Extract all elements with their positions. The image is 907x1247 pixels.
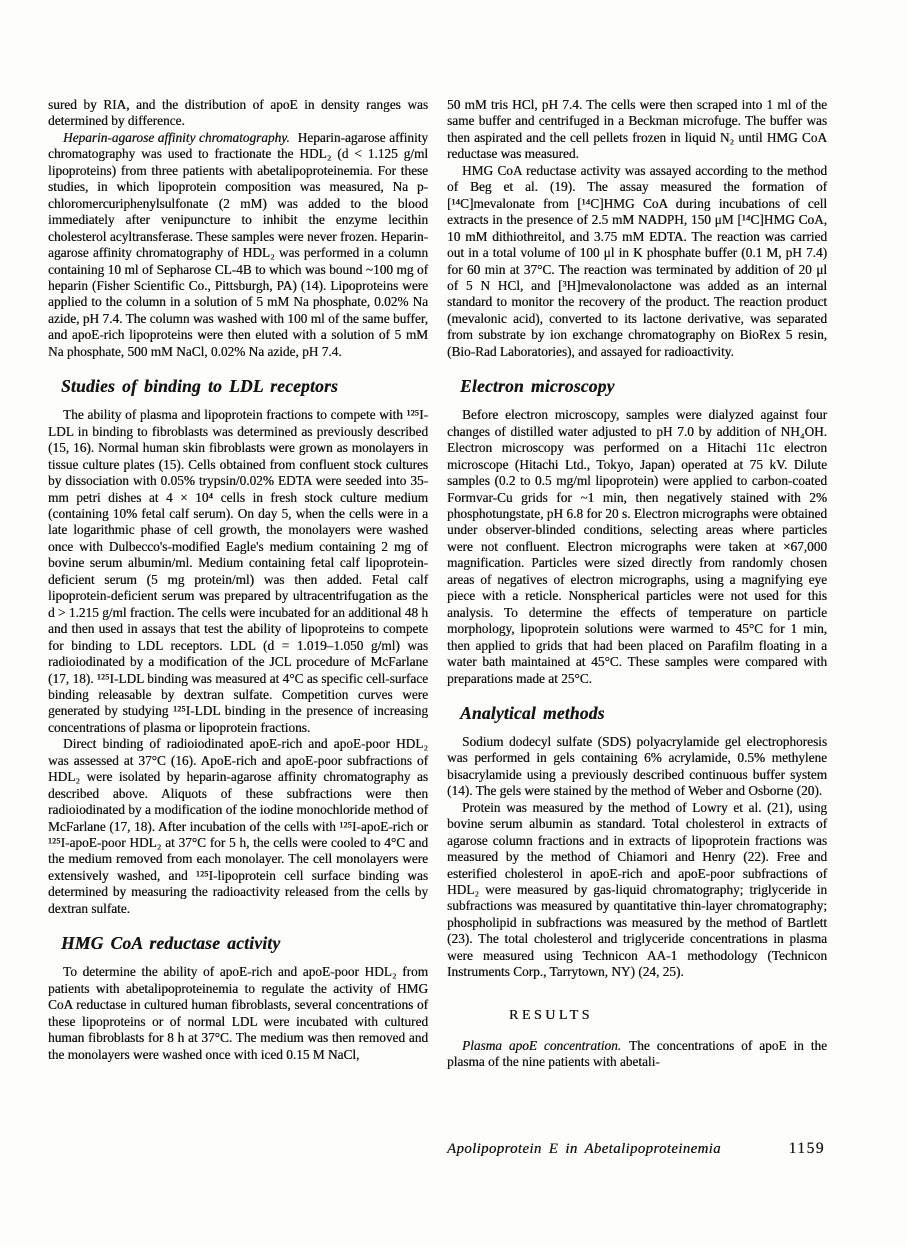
page-footer	[447, 1140, 825, 1158]
body-paragraph: To determine the ability of apoE-rich and apoE-poor HDL₂ from patients with abetalipoproteinemia to regulate the activity of HMG CoA reductase in cultured human fibroblasts, several concentrations of these lipoproteins or of normal LDL were incubated with cultured human fibroblasts for 8 h at 37°C. The medium was then removed and the monolayers were washed once with iced 0.15 M NaCl,	[48, 964, 428, 1062]
paragraph-text: The concentrations of apoE in the plasma of the nine patients with abetali-	[447, 1037, 827, 1070]
body-paragraph: Before electron microscopy, samples were dialyzed against four changes of distilled water adjusted to pH 7.0 by addition of NH₄OH. Electron microscopy was performed on a Hitachi 11c electron microscope (Hitachi Ltd., Tokyo, Japan) operated at 75 kV. Dilute samples (0.2 to 0.5 mg/ml lipoprotein) were applied to carbon-coated Formvar-Cu grids for ~1 min, then negatively stained with 2% phosphotungstate, pH 6.8 for 20 s. Electron micrographs were obtained under observer-blinded conditions, selecting areas where particles were not confluent. Electron micrographs were taken at ×67,000 magnification. Particles were sized directly from randomly chosen areas of negatives of electron micrographs, using a magnifying eye piece with a reticle. Nonspherical particles were not used for this analysis. To determine the effects of temperature on particle morphology, lipoprotein solutions were warmed to 45°C for 1 min, then applied to grids that had been placed on Parafilm floating in a water bath maintained at 45°C. These samples were compared with preparations made at 25°C.	[447, 407, 827, 686]
body-paragraph: Sodium dodecyl sulfate (SDS) polyacrylamide gel electrophoresis was performed in gels containing 6% acrylamide, 0.5% methylene bisacrylamide using a previously described continuous buffer system (14). The gels were stained by the method of Weber and Osborne (20).	[447, 733, 827, 799]
body-paragraph: HMG CoA reductase activity was assayed according to the method of Beg et al. (19). The assay measured the formation of [¹⁴C]mevalonate from [¹⁴C]HMG CoA during incubations of cell extracts in the presence of 2.5 mM NADPH, 150 μM [¹⁴C]HMG CoA, 10 mM dithiothreitol, and 3.75 mM EDTA. The reaction was carried out in a total volume of 100 μl in K phosphate buffer (0.1 M, pH 7.4) for 60 min at 37°C. The reaction was terminated by addition of 20 μl of 5 N HCl, and [³H]mevalonolactone was added as an internal standard to monitor the recovery of the product. The reaction product (mevalonic acid), converted to its lactone derivative, was separated from substrate by ion exchange chromatography on BioRex 5 resin, (Bio-Rad Laboratories), and assayed for radioactivity.	[447, 162, 827, 359]
body-paragraph: 50 mM tris HCl, pH 7.4. The cells were then scraped into 1 ml of the same buffer and centrifuged in a Beckman microfuge. The buffer was then aspirated and the cell pellets frozen in liquid N₂ until HMG CoA reductase was measured.	[447, 97, 827, 162]
body-paragraph: Protein was measured by the method of Lowry et al. (21), using bovine serum albumin as standard. Total cholesterol in extracts of agarose column fractions and in extracts of lipoprotein fractions was measured by the method of Chiamori and Henry (22). Free and esterified cholesterol in apoE-rich and apoE-poor subfractions of HDL₂ were measured by gas-liquid chromatography; triglyceride in subfractions was measured by quantitative thin-layer chromatography; phospholipid in subfractions was measured by the method of Bartlett (23). The total cholesterol and triglyceride concentrations in plasma were measured using Technicon AA-1 methodology (Technicon Instruments Corp., Tarrytown, NY) (24, 25).	[447, 799, 827, 980]
body-paragraph: The ability of plasma and lipoprotein fractions to compete with ¹²⁵I-LDL in binding to fibroblasts was determined as previously described (15, 16). Normal human skin fibroblasts were grown as monolayers in tissue culture plates (15). Cells obtained from confluent stock cultures by dissociation with 0.05% trypsin/0.02% EDTA were seeded into 35-mm petri dishes at 4 × 10⁴ cells in fresh stock culture medium (containing 10% fetal calf serum). On day 5, when the cells were in a late logarithmic phase of cell growth, the monolayers were washed once with Dulbecco's-modified Eagle's medium containing 2 mg of bovine serum albumin/ml. Medium containing fetal calf lipoprotein-deficient serum (5 mg protein/ml) was then added. Fetal calf lipoprotein-deficient serum was prepared by ultracentrifugation as the d > 1.215 g/ml fraction. The cells were incubated for an additional 48 h and then used in assays that test the ability of lipoproteins to compete for binding to LDL receptors. LDL (d = 1.019–1.050 g/ml) was radioiodinated by a modification of the JCL procedure of McFarlane (17, 18). ¹²⁵I-LDL binding was measured at 4°C as specific cell-surface binding releasable by dextran sulfate. Competition curves were generated by studying ¹²⁵I-LDL binding in the presence of increasing concentrations of plasma or lipoprotein fractions.	[48, 407, 428, 735]
body-paragraph: sured by RIA, and the distribution of apoE in density ranges was determined by difference.	[48, 97, 428, 129]
footer-running-title: Apolipoprotein E in Abetalipoproteinemia	[447, 1141, 721, 1157]
body-paragraph: Direct binding of radioiodinated apoE-rich and apoE-poor HDL₂ was assessed at 37°C (16). ApoE-rich and apoE-poor subfractions of HDL₂ were isolated by heparin-agarose affinity chromatography as described above. Aliquots of these subfractions were then radioiodinated by a modification of the iodine monochloride method of McFarlane (17, 18). After incubation of the cells with ¹²⁵I-apoE-rich or ¹²⁵I-apoE-poor HDL₂ at 37°C for 5 h, the cells were cooled to 4°C and the medium removed from each monolayer. The cell monolayers were extensively washed, and ¹²⁵I-lipoprotein cell surface binding was determined by measuring the radioactivity released from the cells by dextran sulfate.	[48, 736, 428, 916]
right-column	[447, 97, 827, 1071]
results-heading: RESULTS	[509, 1007, 593, 1023]
paragraph-text: Heparin-agarose affinity chromatography was used to fractionate the HDL₂ (d < 1.125 g/ml lipoproteins) from three patients with abetalipoproteinemia. For these studies, in which lipoprotein composition was measured, Na p-chloromercuriphenylsulfonate (2 mM) was added to the blood immediately after venipuncture to inhibit the enzyme lecithin cholesterol acyltransferase. These samples were never frozen. Heparin-agarose affinity chromatography of HDL₂ was performed in a column containing 10 ml of Sepharose CL-4B to which was bound ~100 mg of heparin (Fisher Scientific Co., Pittsburgh, PA) (14). Lipoproteins were applied to the column in a solution of 5 mM Na phosphate, 0.02% Na azide, pH 7.4. The column was washed with 100 ml of the same buffer, and apoE-rich lipoproteins were then eluted with a solution of 5 mM Na phosphate, 500 mM NaCl, 0.02% Na azide, pH 7.4.	[48, 129, 428, 359]
paragraph-lead-italic: Heparin-agarose affinity chromatography.	[63, 129, 290, 145]
two-column-text	[48, 97, 827, 1071]
section-heading-hmg-coa: HMG CoA reductase activity	[61, 933, 281, 954]
section-heading-analytical-methods: Analytical methods	[460, 702, 605, 723]
body-paragraph	[48, 130, 428, 360]
paragraph-lead-italic: Plasma apoE concentration.	[462, 1037, 622, 1053]
left-column	[48, 97, 428, 1071]
section-heading-ldl-receptors: Studies of binding to LDL receptors	[61, 376, 338, 397]
page-number: 1159	[788, 1140, 825, 1157]
section-heading-electron-microscopy: Electron microscopy	[460, 376, 615, 397]
body-paragraph	[447, 1038, 827, 1071]
